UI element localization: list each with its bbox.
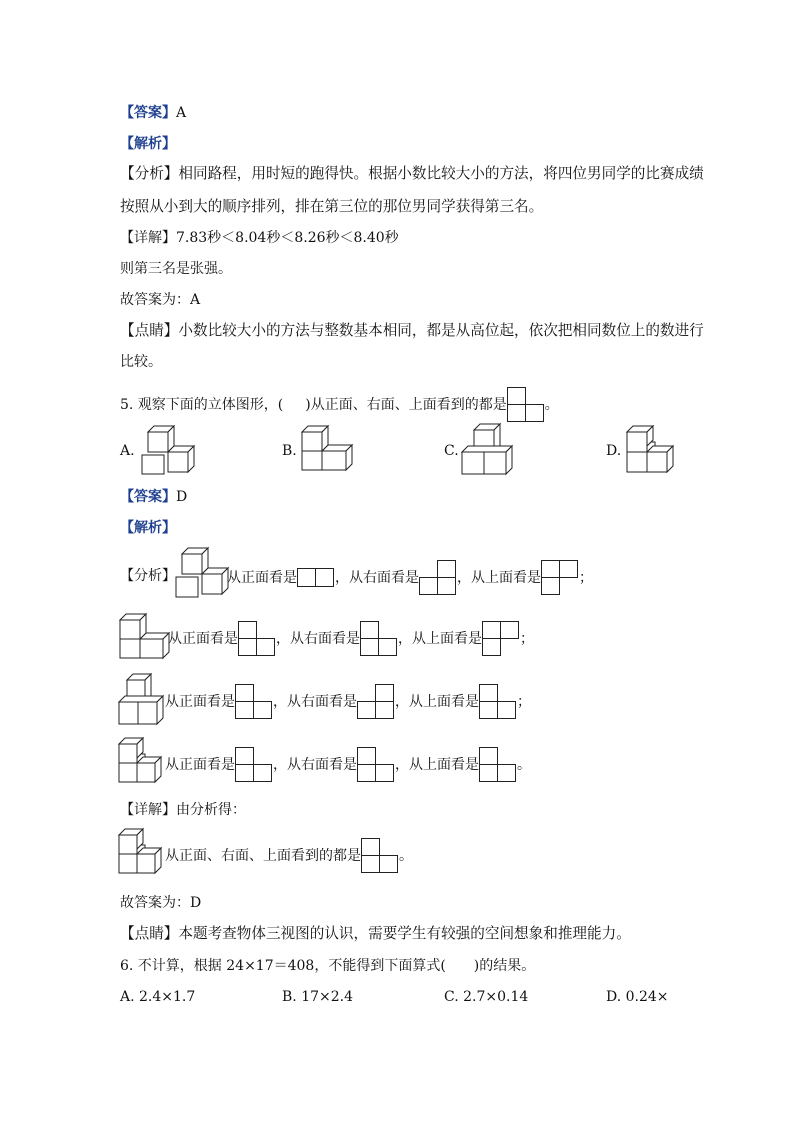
option-c-figure [462, 424, 514, 482]
tip-text: 本题考查物体三视图的认识，需要学生有较强的空间想象和推理能力。 [178, 925, 631, 942]
right-view-l-shape [419, 560, 457, 596]
analysis-tag: 【解析】 [120, 136, 176, 152]
all-views-l-shape [361, 838, 399, 874]
front-view-label: 从正面看是 [165, 694, 235, 710]
top-view-label: ，从上面看是 [395, 757, 479, 773]
detail-conclusion [165, 838, 413, 874]
front-view-label: 从正面看是 [168, 631, 238, 647]
answer-value: A [176, 105, 187, 121]
q4-fenxi-line1 [120, 164, 704, 184]
analysis-tag: 【解析】 [120, 520, 176, 536]
q4-final-answer: 故答案为：A [120, 292, 201, 308]
right-view-label: ，从右面看是 [276, 631, 360, 647]
fenxi-row-b [168, 621, 534, 657]
right-view-l-shape [360, 621, 398, 657]
q5-tip [120, 924, 631, 944]
detail-tag: 【详解】 [120, 230, 176, 246]
right-view-label: ，从右面看是 [273, 694, 357, 710]
q6-option-c: C. 2.7×0.14 [444, 989, 529, 1005]
tip-text: 小数比较大小的方法与整数基本相同，都是从高位起，依次把相同数位上的数进行 [178, 322, 704, 339]
q5-stem [120, 387, 559, 423]
detail-solid [119, 829, 165, 879]
detail-text: 7.83秒＜8.04秒＜8.26秒＜8.40秒 [176, 230, 399, 246]
answer-tag: 【答案】 [120, 489, 176, 505]
answer-value: D [176, 489, 188, 505]
detail-tag: 【详解】 [120, 802, 176, 818]
tip-tag: 【点睛】 [120, 925, 179, 942]
right-view-label: ，从右面看是 [335, 570, 419, 586]
detail-text: 由分析得： [176, 802, 246, 818]
top-view-l-shape [482, 621, 520, 657]
fenxi-text: 相同路程，用时短的跑得快。根据小数比较大小的方法，将四位男同学的比赛成绩 [178, 165, 704, 182]
q5-stem-b: )从正面、右面、上面看到的都是 [305, 397, 507, 413]
front-view-l-shape [235, 684, 273, 720]
fenxi-row-c-solid [119, 674, 165, 730]
semicolon: ； [520, 631, 534, 647]
option-d-label: D. [606, 443, 622, 459]
q5-stem-a: 5. 观察下面的立体图形，( [120, 397, 284, 413]
option-a-label: A. [120, 443, 135, 459]
top-view-label: ，从上面看是 [398, 631, 482, 647]
top-view-label: ，从上面看是 [395, 694, 479, 710]
right-view-label: ，从右面看是 [273, 757, 357, 773]
detail-conclusion-text: 从正面、右面、上面看到的都是 [165, 848, 361, 864]
q5-answer-line [120, 487, 187, 507]
option-b-figure [302, 426, 358, 476]
q6-option-a: A. 2.4×1.7 [120, 989, 196, 1005]
top-view-l-shape [479, 684, 517, 720]
semicolon: ； [517, 694, 531, 710]
front-view-label: 从正面看是 [227, 570, 297, 586]
view-l-shape-icon [507, 387, 545, 423]
front-view-l-shape [235, 747, 273, 783]
front-view-two-squares [297, 568, 335, 588]
q4-detail-line [120, 228, 399, 248]
tip-tag: 【点睛】 [120, 322, 179, 339]
q6-option-b: B. 17×2.4 [282, 989, 353, 1005]
q4-tip-line2: 比较。 [120, 354, 162, 370]
right-view-l-shape [357, 747, 395, 783]
top-view-label: ，从上面看是 [457, 570, 541, 586]
fenxi-tag: 【分析】 [120, 165, 179, 182]
right-view-l-shape [357, 684, 395, 720]
q5-detail-line [120, 800, 246, 820]
q4-answer-line [120, 103, 186, 123]
q5-stem-end: 。 [544, 397, 559, 413]
top-view-l-shape [541, 560, 579, 596]
front-view-label: 从正面看是 [165, 757, 235, 773]
period: 。 [517, 757, 531, 773]
option-d-figure [625, 426, 677, 478]
option-b-label: B. [282, 443, 297, 459]
front-view-l-shape [238, 621, 276, 657]
fenxi-row-c [165, 684, 531, 720]
fenxi-row-d-solid [119, 738, 165, 788]
q4-fenxi-line2: 按照从小到大的顺序排列，排在第三位的那位男同学获得第三名。 [120, 198, 544, 215]
fenxi-row-b-solid [119, 614, 171, 664]
fenxi-row-a-solid [174, 548, 230, 604]
q5-analysis-line [120, 518, 176, 538]
semicolon: ； [579, 570, 593, 586]
option-c-label: C. [444, 443, 459, 459]
top-view-l-shape [479, 747, 517, 783]
q5-final-answer: 故答案为：D [120, 895, 202, 911]
q6-stem: 6. 不计算，根据 24×17＝408，不能得到下面算式( )的结果。 [120, 958, 536, 974]
answer-tag: 【答案】 [120, 105, 176, 121]
q4-conclusion: 则第三名是张强。 [120, 261, 232, 277]
q6-option-d: D. 0.24× [606, 989, 669, 1005]
period: 。 [399, 848, 413, 864]
q4-analysis-line [120, 134, 176, 154]
fenxi-row-d [165, 747, 531, 783]
fenxi-row-a-tag: 【分析】 [120, 568, 176, 584]
q4-tip-line1 [120, 321, 704, 341]
option-a-figure [138, 424, 194, 480]
fenxi-row-a [227, 560, 593, 596]
